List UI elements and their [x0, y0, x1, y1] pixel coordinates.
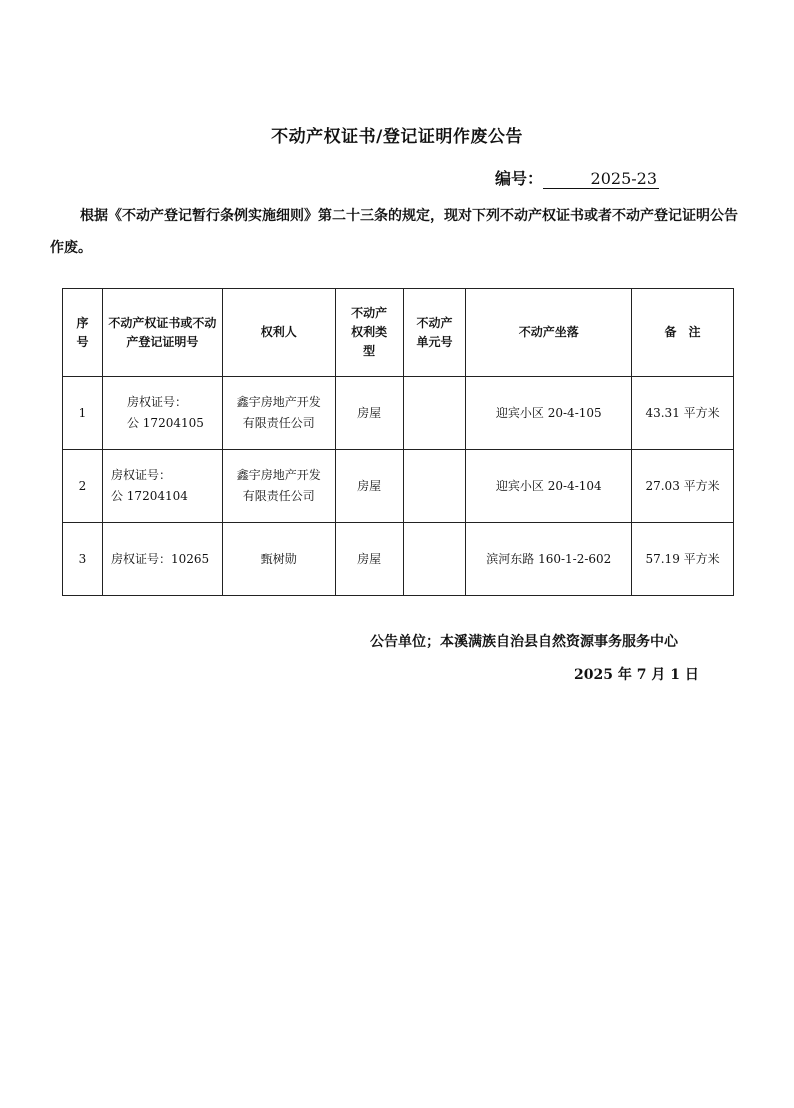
row-certificate-number: [102, 377, 222, 450]
row-index: 1: [63, 377, 103, 450]
serial-label: 编号：: [495, 169, 544, 188]
row-right-type: 房屋: [335, 523, 403, 596]
row-location: 滨河东路 160-1-2-602: [466, 523, 632, 596]
header-note: 备 注: [632, 289, 734, 377]
certificate-line-2: 公 17204105: [126, 416, 204, 430]
row-index: 3: [63, 523, 103, 596]
row-unit-number: [403, 450, 466, 523]
serial-number: 2025-23: [543, 169, 659, 189]
certificate-line-1: 房权证号：: [126, 395, 187, 409]
table-row: [63, 523, 734, 596]
row-owner: 鑫宇房地产开发有限责任公司: [222, 450, 335, 523]
row-unit-number: [403, 523, 466, 596]
document-title: 不动产权证书/登记证明作废公告: [271, 127, 523, 147]
serial-number-line: [495, 166, 659, 189]
header-index: 序号: [63, 289, 103, 377]
table-row: [63, 377, 734, 450]
row-certificate-number: [102, 523, 222, 596]
row-index: 2: [63, 450, 103, 523]
row-location: 迎宾小区 20-4-104: [466, 450, 632, 523]
row-unit-number: [403, 377, 466, 450]
row-right-type: 房屋: [335, 450, 403, 523]
row-right-type: 房屋: [335, 377, 403, 450]
table-header-row: [63, 289, 734, 377]
certificate-line-2: 公 17204104: [110, 489, 188, 503]
header-unit-number: 不动产单元号: [403, 289, 466, 377]
header-location: 不动产坐落: [466, 289, 632, 377]
row-note: 57.19 平方米: [632, 523, 734, 596]
header-right-type: 不动产权利类型: [335, 289, 403, 377]
header-owner: 权利人: [222, 289, 335, 377]
issuing-unit: 公告单位；本溪满族自治县自然资源事务服务中心: [370, 634, 678, 650]
row-note: 43.31 平方米: [632, 377, 734, 450]
issue-date: 2025 年 7 月 1 日: [574, 667, 699, 683]
header-certificate-number: 不动产权证书或不动产登记证明号: [102, 289, 222, 377]
table-row: [63, 450, 734, 523]
certificate-line-1: 房权证号：10265: [110, 551, 210, 566]
announcement-paragraph: 根据《不动产登记暂行条例实施细则》第二十三条的规定，现对下列不动产权证书或者不动产登记证明公告作废。: [50, 208, 738, 256]
row-note: 27.03 平方米: [632, 450, 734, 523]
certificate-line-1: 房权证号：: [110, 468, 171, 482]
row-location: 迎宾小区 20-4-105: [466, 377, 632, 450]
certificate-table: [62, 288, 734, 596]
row-owner: 鑫宇房地产开发有限责任公司: [222, 377, 335, 450]
row-owner: 甄树勋: [222, 523, 335, 596]
row-certificate-number: [102, 450, 222, 523]
